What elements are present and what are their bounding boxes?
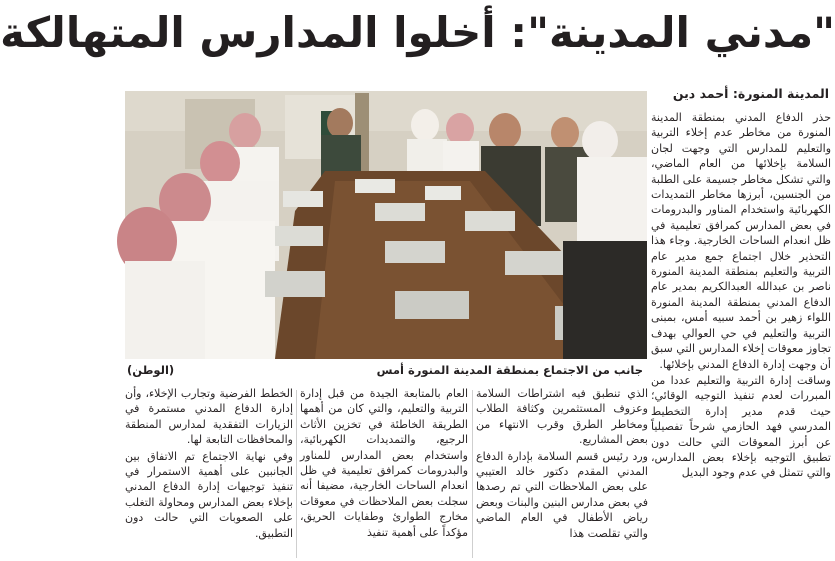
article-column-4 <box>125 386 293 561</box>
paragraph: ورد رئيس قسم السلامة بإدارة الدفاع المدني المقدم دكتور خالد العتيبي على بعض الملاحظات التي تم رصدها في بعض مدارس البنين والبنات وبعض رياض الأطفال في العام الماضي والتي تقلصت هذا <box>476 449 648 540</box>
photo-caption-bar <box>125 360 647 382</box>
photo-credit: (الوطن) <box>127 363 175 377</box>
article-headline: "مدني المدينة": أخلوا المدارس المتهالكة <box>0 8 835 57</box>
paragraph: الذي تنطبق فيه اشتراطات السلامة وعزوف المستثمرين وكثافة الطلاب ومخاطر الطرق وقرب الانتهاء من بعض المشاريع. <box>476 387 648 447</box>
article-column-3 <box>300 386 468 561</box>
article-byline: المدينة المنورة: أحمد دين <box>672 86 829 101</box>
column-divider <box>472 390 473 558</box>
column-divider <box>296 390 297 558</box>
paragraph: العام بالمتابعة الجيدة من قبل إدارة التربية والتعليم، والتي كان من أهمها الطريقة الخاطئة في تخزين الأثاث الرجيع، والتمديدات الكهربائية، واستخدام بعض المدارس للمناور والبدرومات كمرافق تعليمية في ظل انعدام الساحات الخارجية، مضيفا أنه سجلت بعض الملاحظات في معوقات مخارج الطوارئ وطفايات الحريق، مؤكداً على أهمية تنفيذ <box>300 387 468 539</box>
article-column-1 <box>651 110 831 561</box>
meeting-photo-illustration <box>125 91 647 359</box>
paragraph: وساقت إدارة التربية والتعليم عددا من المبررات لعدم تنفيذ التوجيه الوقائي؛ حيث قدم مدير إدارة التخطيط المدرسي فهد الحازمي شرحاً تفصيلياً عن أبرز المعوقات التي حالت دون تطبيق التوجيه بإخلاء بعض المدارس، والتي تتمثل في عدم وجود البديل <box>651 373 831 480</box>
paragraph: حذر الدفاع المدني بمنطقة المدينة المنورة من مخاطر عدم إخلاء التربية والتعليم للمدارس التي وجهت لجان السلامة بإخلائها من العام الماضي، والتي تشكل مخاطر جسيمة على الطلبة من الجنسين، أبرزها مخاطر التمديدات الكهربائية واستخدام المناور والبدرومات في بعض المدارس كمرافق تعليمية في ظل انعدام الساحات الخارجية. وجاء هذا التحذير خلال اجتماع جمع مدير عام التربية والتعليم بمنطقة المدينة المنورة ناصر بن عبدالله العبدالكريم بمدير عام الدفاع المدني بمنطقة المدينة المنورة اللواء زهير بن أحمد سبيه أمس، بمبنى التربية والتعليم في حي العوالي بهدف تجاوز معوقات إخلاء المدارس التي سبق أن وجهت إدارة الدفاع المدني بإخلائها. <box>650 111 831 371</box>
article-column-2 <box>476 386 648 561</box>
meeting-photo <box>125 91 647 359</box>
paragraph: الخطط الفرضية وتجارب الإخلاء، وأن إدارة الدفاع المدني مستمرة في الزيارات التفقدية لمدارس المنطقة والمحافظات التابعة لها. <box>125 387 293 447</box>
paragraph: وفي نهاية الاجتماع تم الاتفاق بين الجانبين على أهمية الاستمرار في تنفيذ توجيهات إدارة الدفاع المدني بإخلاء بعض المدارس ومحاولة التغلب على الصعوبات التي حالت دون التطبيق. <box>125 449 293 540</box>
photo-caption: جانب من الاجتماع بمنطقة المدينة المنورة أمس <box>376 363 643 377</box>
